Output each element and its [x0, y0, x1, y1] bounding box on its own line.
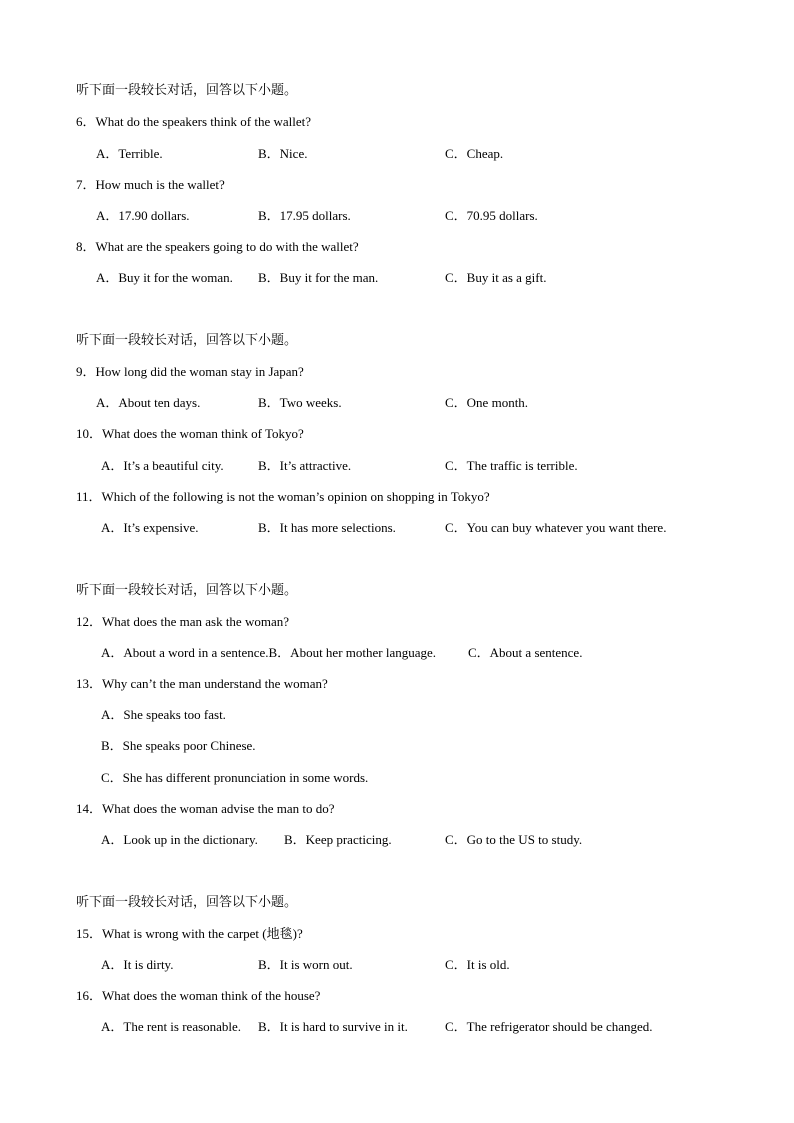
option-a: A．It is dirty.: [101, 957, 174, 972]
question-stem: 6．What do the speakers think of the wallet?: [76, 114, 312, 129]
option-a: A．Terrible.: [96, 146, 163, 161]
option-c: C．70.95 dollars.: [445, 208, 538, 223]
option-c: C．Buy it as a gift.: [445, 270, 547, 285]
option-b: B．It has more selections.: [258, 520, 396, 535]
option-b: B．It is worn out.: [258, 957, 353, 972]
question-stem: 14．What does the woman advise the man to do?: [76, 801, 335, 816]
question-stem: 8．What are the speakers going to do with the wallet?: [76, 239, 359, 254]
option-a: A．Look up in the dictionary.: [101, 832, 258, 847]
section-heading: 听下面一段较长对话，回答以下小题。: [76, 895, 298, 910]
section-heading: 听下面一段较长对话，回答以下小题。: [76, 83, 298, 98]
option-a: A．She speaks too fast.: [101, 707, 226, 722]
option-b: B．Buy it for the man.: [258, 270, 379, 285]
question-stem: 10．What does the woman think of Tokyo?: [76, 426, 304, 441]
option-c: C．One month.: [445, 395, 529, 410]
option-b: B．17.95 dollars.: [258, 208, 351, 223]
option-c: C．She has different pronunciation in some words.: [101, 770, 369, 785]
section-heading: 听下面一段较长对话，回答以下小题。: [76, 333, 298, 348]
option-b: B．Nice.: [258, 146, 308, 161]
option-a: A．The rent is reasonable.: [101, 1019, 242, 1034]
option-c: C．It is old.: [445, 957, 510, 972]
option-a: A．17.90 dollars.: [96, 208, 190, 223]
option-c: C．Go to the US to study.: [445, 832, 583, 847]
question-stem: 9．How long did the woman stay in Japan?: [76, 364, 304, 379]
option-c: C．The traffic is terrible.: [445, 458, 578, 473]
option-a: A．It’s a beautiful city.: [101, 458, 224, 473]
question-stem: 13．Why can’t the man understand the woman?: [76, 676, 328, 691]
question-stem: 15．What is wrong with the carpet (地毯)?: [76, 926, 303, 941]
option-b: B．It is hard to survive in it.: [258, 1019, 408, 1034]
option-b: B．Keep practicing.: [284, 832, 392, 847]
question-stem: 7．How much is the wallet?: [76, 177, 225, 192]
question-stem: 11．Which of the following is not the woman’s opinion on shopping in Tokyo?: [76, 489, 490, 504]
option-c: C．You can buy whatever you want there.: [445, 520, 667, 535]
option-b: B．It’s attractive.: [258, 458, 352, 473]
option-a-b: A．About a word in a sentence.B．About her mother language.: [101, 645, 437, 660]
option-c: C．Cheap.: [445, 146, 504, 161]
option-c: C．About a sentence.: [468, 645, 583, 660]
question-stem: 12．What does the man ask the woman?: [76, 614, 289, 629]
option-c: C．The refrigerator should be changed.: [445, 1019, 653, 1034]
option-b: B．She speaks poor Chinese.: [101, 738, 256, 753]
option-a: A．About ten days.: [96, 395, 201, 410]
section-heading: 听下面一段较长对话，回答以下小题。: [76, 583, 298, 598]
option-a: A．It’s expensive.: [101, 520, 199, 535]
option-a: A．Buy it for the woman.: [96, 270, 233, 285]
option-b: B．Two weeks.: [258, 395, 342, 410]
question-stem: 16．What does the woman think of the house?: [76, 988, 321, 1003]
